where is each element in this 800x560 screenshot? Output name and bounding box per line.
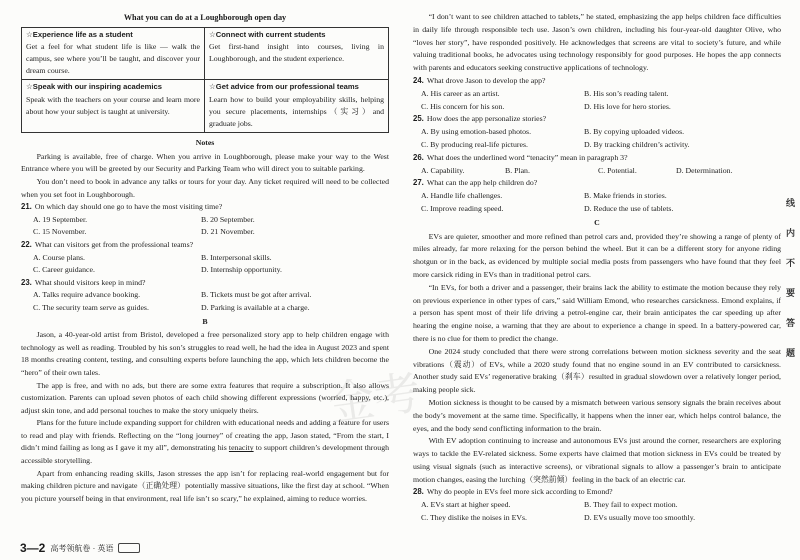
option: D. Parking is available at a charge.: [201, 302, 310, 312]
notes-paragraph: You don’t need to book in advance any talks or tours for your day. Any ticket required will need to be collected when you set foot in Loughborough.: [21, 177, 389, 199]
option: B. Make friends in stories.: [584, 191, 667, 201]
cell-heading: ☆Speak with our inspiring academics: [26, 82, 162, 92]
option: C. Improve reading speed.: [421, 203, 504, 213]
cell-heading: ☆Get advice from our professional teams: [209, 82, 359, 92]
question-23: [21, 277, 389, 315]
option: D. 21 November.: [201, 227, 255, 237]
paragraph-text: Plans for the future include expanding support for children with educational needs and adding a feature for users to read and play with friends. Reflecting on the “long journey” of creating the app, Jason stated, “From the start, I didn’t mind failing as long as I gave it my all”, demonstrating his: [21, 418, 389, 453]
notes-heading: Notes: [195, 138, 215, 148]
option: C. 15 November.: [33, 227, 87, 237]
cell-text: Get first-hand insight into courses, living in Loughborough, and the student experience.: [209, 41, 384, 63]
question-stem: What should visitors keep in mind?: [34, 277, 146, 287]
option: D. His love for hero stories.: [584, 101, 671, 111]
option: B. 20 September.: [201, 214, 255, 224]
question-28: [413, 486, 781, 524]
question-21: [21, 201, 389, 239]
passage-c-paragraph: With EV adoption continuing to increase and autonomous EVs just around the corner, researchers are exploring ways to tackle the EV-related sickness. Some experts have claimed that motion sickness in EVs could be treated by using visual signals (such as interactive screens), or vibrational signals to allow a passenger’s brain to anticipate motion changes, easing the lurching（突然前倾）feeling in the back of an electric car.: [413, 436, 781, 484]
page-footer: [20, 540, 140, 556]
passage-b-paragraph: [21, 417, 389, 467]
question-stem: What can the app help children do?: [426, 178, 538, 188]
option: A. Talks require advance booking.: [33, 290, 141, 300]
passage-c-paragraph: One 2024 study concluded that there were strong correlations between motion sickness severity and the seat vibrations（震动）of EVs, while a 2020 study found that no engine sound in an EV contributed to carsickness. Another study said EVs’ regenerative braking（刹车）resulted in gradual slowdown over a relatively longer period, making people sick.: [413, 346, 781, 395]
question-stem: Why do people in EVs feel more sick according to Emond?: [426, 487, 613, 497]
question-number: 25.: [413, 114, 424, 124]
passage-c-paragraph: “In EVs, for both a driver and a passenger, their brains lack the ability to estimate the motion because they rely on previous experience in other types of cars,” said William Emond, who researches carsickness. Emond explains, if a person has spent most of their life driving a petrol-engine car, their brain anticipates the car speeding up after hearing the engine noise, a warning that they are about to experience a change in speed. In a battery-powered car, there is no clue for them to predict the change.: [413, 282, 781, 343]
question-stem: What does the underlined word “tenacity” mean in paragraph 3?: [426, 152, 628, 162]
option: C. His concern for his son.: [421, 101, 505, 111]
question-26: [413, 152, 781, 178]
option: A. Capability.: [421, 165, 465, 175]
option: B. They fail to expect motion.: [584, 500, 678, 510]
option: D. By tracking children’s activity.: [584, 139, 690, 149]
section-c-label: C: [594, 217, 600, 227]
passage-b-paragraph: Apart from enhancing reading skills, Jason stresses the app isn’t for replacing real-world engagement but for making children picture and navigate（正确处理）potentially massive situations, like the first day at school. “When you picture yourself being in that environment, real life isn’t so scary,” he explained, aiming to reduce worries.: [21, 468, 389, 503]
left-column: [21, 12, 389, 505]
option: B. His son’s reading talent.: [584, 88, 669, 98]
table-cell: [205, 28, 388, 81]
page-code: 3—2: [20, 541, 46, 555]
cell-text: Get a feel for what student life is like — walk the campus, see where you’ll be taught, and discover your dream course.: [26, 41, 200, 76]
series-name: 高考领航卷 · 英语: [50, 543, 114, 553]
question-24: [413, 75, 781, 113]
question-number: 28.: [413, 487, 424, 497]
table-cell: [205, 80, 388, 132]
option: B. By copying uploaded videos.: [584, 127, 685, 137]
option: C. Potential.: [598, 165, 637, 175]
option: A. EVs start at higher speed.: [421, 500, 511, 510]
open-day-table: [21, 27, 389, 134]
passage-a-title: What you can do at a Loughborough open day: [123, 13, 287, 22]
question-stem: How does the app personalize stories?: [426, 114, 547, 124]
option: B. Tickets must be got after arrival.: [201, 290, 312, 300]
cell-heading: ☆Connect with current students: [209, 29, 326, 39]
question-number: 21.: [21, 202, 32, 212]
option: C. Career guidance.: [33, 265, 95, 275]
passage-b-paragraph: “I don’t want to see children attached to tablets,” he stated, emphasizing the app helps children face difficulties in daily life through responsible tech use. Jason’s own children, including his four-year-old daughter Olive, who “loves her story”, have responded positively. He acknowledges that screens are vital to society’s future, and while valuing traditional books, he advocates using technology responsibly for good purposes. He hopes the app connects with parents and educators seeking constructive applications of technology.: [413, 12, 781, 73]
watermark: 金考: [325, 364, 424, 432]
option: B. Interpersonal skills.: [201, 252, 272, 262]
margin-notice: 线内不要答题: [784, 198, 794, 378]
question-stem: What can visitors get from the professional teams?: [34, 239, 194, 249]
question-number: 24.: [413, 75, 424, 85]
option: C. The security team serve as guides.: [33, 302, 149, 312]
question-stem: On which day should one go to have the most visiting time?: [34, 202, 223, 212]
option: A. Course plans.: [33, 252, 85, 262]
option: D. Internship opportunity.: [201, 265, 282, 275]
section-b-label: B: [202, 316, 208, 326]
question-stem: What drove Jason to develop the app?: [426, 75, 546, 85]
question-25: [413, 113, 781, 151]
question-number: 27.: [413, 178, 424, 188]
question-number: 22.: [21, 239, 32, 249]
passage-b-paragraph: Jason, a 40-year-old artist from Bristol, developed a free personalized story app to help children engage with technology as well as reading. Troubled by his son’s struggles to read well, he had the idea in August 2023 and spent 18 months creating content, testing, and consulting experts before launching the app, which lets children become the “hero” of their own tales.: [21, 330, 389, 377]
notes-paragraph: Parking is available, free of charge. When you arrive in Loughborough, please make your way to the West Entrance where you will be greeted by our Security and Parking Team who will direct you to suitable parking.: [21, 151, 389, 174]
question-27: [413, 177, 781, 215]
option: A. Handle life challenges.: [421, 191, 503, 201]
option: D. Determination.: [676, 165, 733, 175]
question-22: [21, 239, 389, 277]
paragraph-text: to support children’s development through accessible storytelling.: [21, 443, 389, 466]
question-number: 23.: [21, 277, 32, 287]
option: A. His career as an artist.: [421, 88, 500, 98]
option: B. Plan.: [505, 165, 530, 175]
option: C. They dislike the noises in EVs.: [421, 513, 527, 523]
table-cell: [22, 80, 205, 132]
passage-c-paragraph: Motion sickness is thought to be caused by a mismatch between various sensory signals the brain receives about the body’s movement at the same time. Specifically, it happens when the inner ear, which helps control balance, the eyes, and the body send conflicting information to the brain.: [413, 397, 781, 433]
cell-heading: ☆Experience life as a student: [26, 29, 133, 39]
option: A. By using emotion-based photos.: [421, 127, 532, 137]
underlined-word: tenacity: [228, 443, 254, 453]
right-column: [413, 11, 781, 525]
cell-text: Speak with the teachers on your course and learn more about how your subject is taught at university.: [26, 94, 200, 116]
option: C. By producing real-life pictures.: [421, 139, 528, 149]
cell-text: Learn how to build your employability skills, helping you secure placements, internships（实习）and graduate jobs.: [209, 94, 384, 129]
option: D. EVs usually move too smoothly.: [584, 513, 696, 523]
passage-c-paragraph: EVs are quieter, smoother and more refined than petrol cars and, provided they’re showing a range of plenty of miles already, far more relaxing for the person behind the wheel. But it can be a different story for anyone riding shotgun or in the back, as evidenced by multiple social media posts from passengers who have found that they feel more carsick riding in EVs than in traditional petrol cars.: [413, 231, 781, 279]
option: A. 19 September.: [33, 214, 88, 224]
question-number: 26.: [413, 152, 424, 162]
passage-b-paragraph: The app is free, and with no ads, but there are some extra features that require a subscription. It also allows customization. Parents can upload seven photos of each child showing different expressions (worried, happy, etc.), adjust skin tone, and add personal touches to make the story uniquely theirs.: [21, 380, 389, 415]
table-cell: [22, 28, 205, 81]
option: D. Reduce the use of tablets.: [584, 203, 674, 213]
footer-logo: [118, 543, 140, 553]
